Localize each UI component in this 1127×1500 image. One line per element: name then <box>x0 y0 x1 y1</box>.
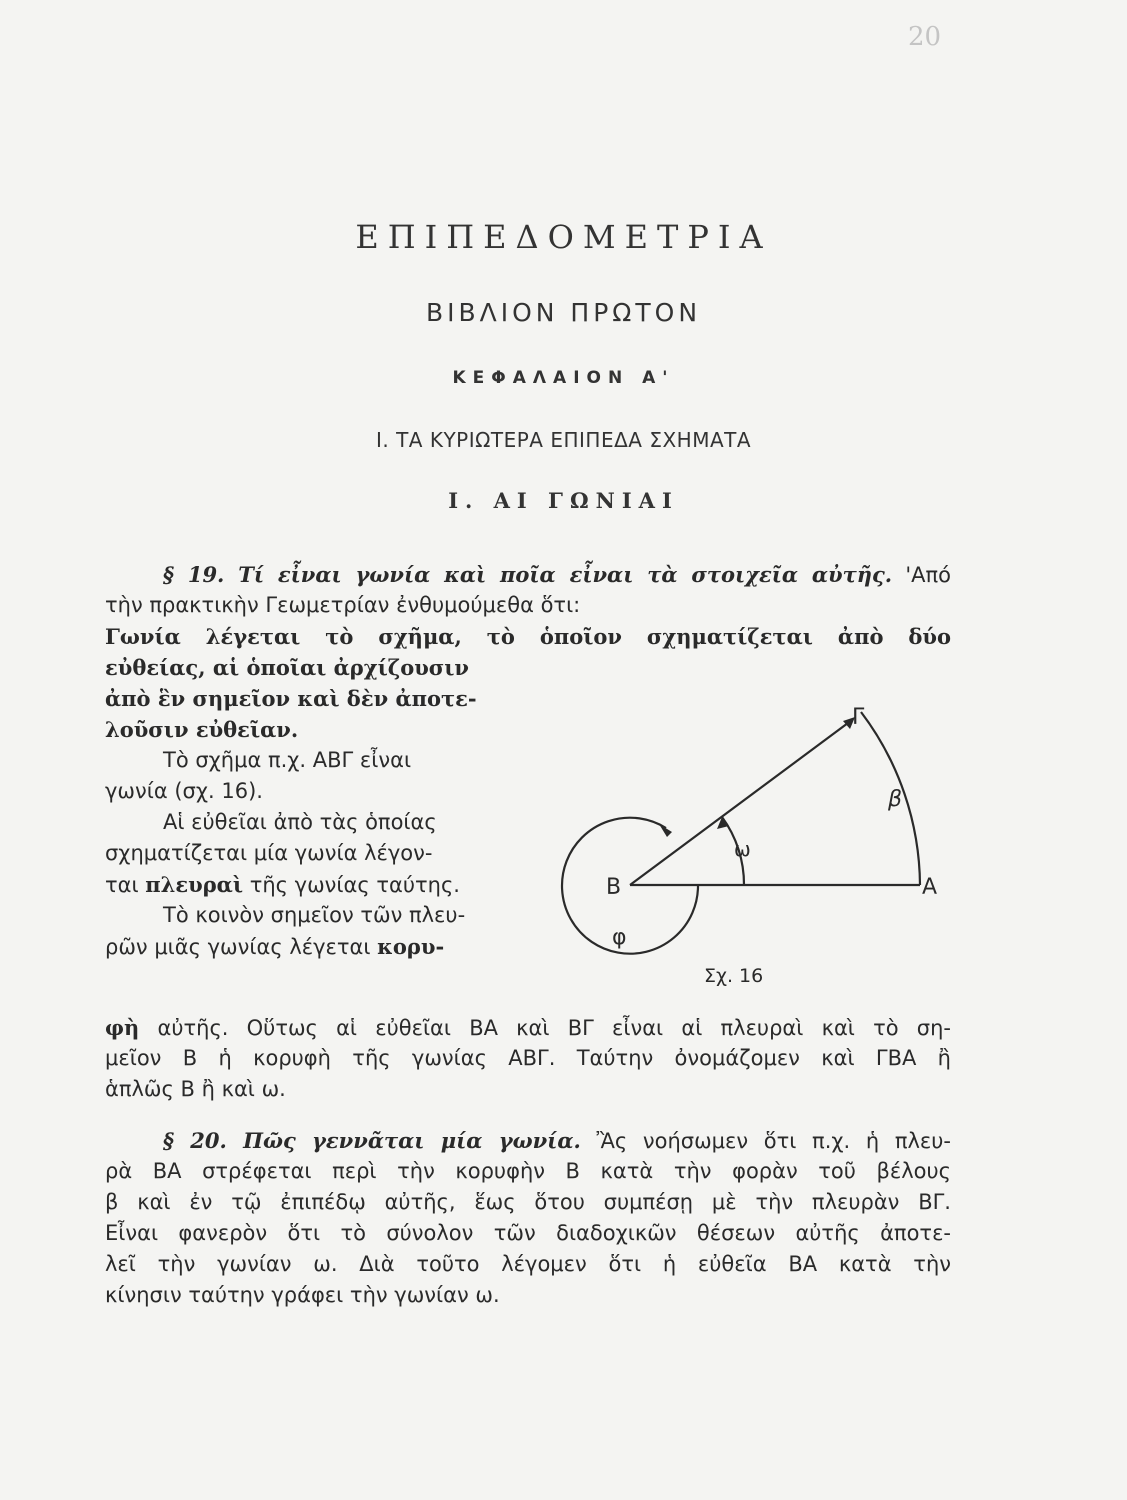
note-line-5-start: ται <box>105 873 139 897</box>
paragraph-20-line-2: ρὰ ΒΑ στρέφεται περὶ τὴν κορυφὴν Β κατὰ τὴν φορὰν τοῦ βέλους <box>105 1159 951 1183</box>
paragraph-19-line-1 <box>105 559 951 590</box>
tail-line-2: μεῖον Β ἡ κορυφὴ τῆς γωνίας ΑΒΓ. Ταύτην ὀνομάζομεν καὶ ΓΒΑ ἢ <box>105 1046 951 1070</box>
term-vertex: κορυ- <box>377 934 445 959</box>
figure-caption: Σχ. 16 <box>704 965 764 987</box>
book-title: ΒΙΒΛΙΟΝ ΠΡΩΤΟΝ <box>425 298 702 327</box>
figure-16 <box>548 700 948 990</box>
paragraph-19-narrow-column <box>105 652 545 962</box>
note-line-1: Τὸ σχῆμα π.χ. ΑΒΓ εἶναι <box>163 748 412 772</box>
paragraph-20-heading: § 20. Πῶς γεννᾶται μία γωνία. <box>163 1128 581 1153</box>
note-line-2: γωνία (σχ. 16). <box>105 779 263 803</box>
term-sides: πλευραὶ <box>145 872 244 897</box>
page-number: 20 <box>908 22 942 52</box>
definition-line-4: λοῦσιν εὐθεῖαν. <box>105 717 299 742</box>
tail-line-3: ἁπλῶς Β ἢ καὶ ω. <box>105 1077 286 1101</box>
definition-line-1: Γωνία λέγεται τὸ σχῆμα, τὸ ὁποῖον σχηματίζεται ἀπὸ δύο <box>105 624 951 649</box>
definition-line-2: εὐθείας, αἱ ὁποῖαι ἀρχίζουσιν <box>105 655 469 680</box>
note-line-7 <box>105 931 545 962</box>
term-vertex-end: φὴ <box>105 1015 140 1040</box>
paragraph-19-line-2: τὴν πρακτικὴν Γεωμετρίαν ἐνθυμούμεθα ὅτι: <box>105 593 581 617</box>
note-line-3: Αἱ εὐθεῖαι ἀπὸ τὰς ὁποίας <box>163 810 437 834</box>
paragraph-20-line-3: β καὶ ἐν τῷ ἐπιπέδῳ αὐτῆς, ἕως ὅτου συμπέσῃ μὲ τὴν πλευρὰν ΒΓ. <box>105 1190 951 1214</box>
label-phi: φ <box>612 925 627 950</box>
label-beta: β <box>888 787 903 812</box>
tail-line-1-text: αὐτῆς. Οὕτως αἱ εὐθεῖαι ΒΑ καὶ ΒΓ εἶναι αἱ πλευραὶ καὶ τὸ ση- <box>157 1016 951 1040</box>
paragraph-19-head <box>105 559 951 652</box>
paragraph-20-line-4: Εἶναι φανερὸν ὅτι τὸ σύνολον τῶν διαδοχικῶν θέσεων αὐτῆς ἀποτε- <box>105 1221 951 1245</box>
paragraph-20-line-5: λεῖ τὴν γωνίαν ω. Διὰ τοῦτο λέγομεν ὅτι ἡ εὐθεῖα ΒΑ κατὰ τὴν <box>105 1252 951 1276</box>
paragraph-19-heading-tail: 'Από <box>905 563 951 587</box>
paragraph-20-line-1 <box>105 1125 951 1156</box>
paragraph-20-heading-tail: Ἂς νοήσωμεν ὅτι π.χ. ἡ πλευ- <box>596 1129 951 1153</box>
label-omega: ω <box>734 837 751 861</box>
main-title: ΕΠΙΠΕΔΟΜΕΤΡΙΑ <box>355 218 772 256</box>
definition-line-3: ἀπὸ ἓν σημεῖον καὶ δὲν ἀποτε- <box>105 686 477 711</box>
paragraph-19-heading: § 19. Τί εἶναι γωνία καὶ ποῖα εἶναι τὰ στοιχεῖα αὐτῆς. <box>163 562 893 587</box>
chapter-title: ΚΕΦΑΛΑΙΟΝ Α' <box>452 368 675 388</box>
note-line-5-end: τῆς γωνίας ταύτης. <box>249 873 460 897</box>
note-line-4: σχηματίζεται μία γωνία λέγον- <box>105 841 433 865</box>
label-a: Α <box>922 875 938 900</box>
subsection-title: Ι. ΑΙ ΓΩΝΙΑΙ <box>448 488 679 513</box>
label-gamma: Γ <box>852 705 865 730</box>
paragraph-19-tail <box>105 1012 951 1105</box>
note-line-7-start: ρῶν μιᾶς γωνίας λέγεται <box>105 935 371 959</box>
label-b: Β <box>606 875 622 900</box>
paragraph-20 <box>105 1125 951 1311</box>
section-title: I. ΤΑ ΚΥΡΙΩΤΕΡΑ ΕΠΙΠΕΔΑ ΣΧΗΜΑΤΑ <box>375 428 752 452</box>
paragraph-20-line-6: κίνησιν ταύτην γράφει τὴν γωνίαν ω. <box>105 1283 500 1307</box>
arrowhead-phi <box>659 824 672 837</box>
note-line-6: Τὸ κοινὸν σημεῖον τῶν πλευ- <box>163 903 466 927</box>
note-line-5 <box>105 869 545 900</box>
tail-line-1 <box>105 1012 951 1043</box>
